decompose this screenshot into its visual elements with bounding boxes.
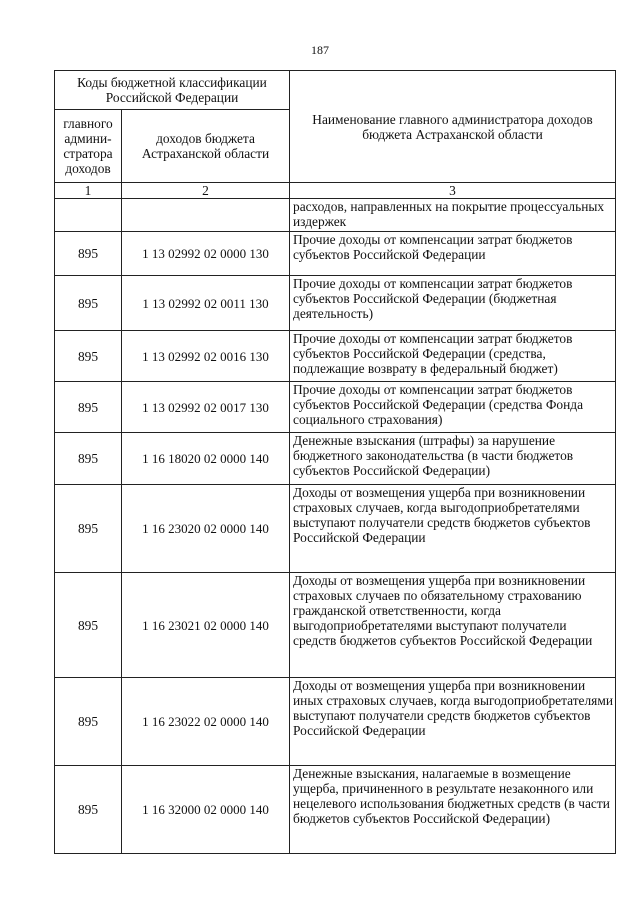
table-row — [55, 382, 616, 433]
name-cell: Доходы от возмещения ущерба при возникновении иных страховых случаев, когда выгодоприобретателями выступают получатели средств бюджетов субъектов Российской Федерации — [290, 678, 616, 766]
admin-code-cell: 895 — [55, 485, 122, 573]
column-number: 2 — [122, 183, 290, 199]
header-admin-code: главного админи-стратора доходов — [55, 110, 122, 183]
header-codes-group: Коды бюджетной классификации Российской Федерации — [55, 71, 290, 110]
table-row — [55, 199, 616, 232]
admin-code-cell: 895 — [55, 276, 122, 331]
header-admin-name: Наименование главного администратора доходов бюджета Астраханской области — [290, 71, 616, 183]
income-code-cell — [122, 199, 290, 232]
name-cell: Прочие доходы от компенсации затрат бюджетов субъектов Российской Федерации (средства, подлежащие возврату в федеральный бюджет) — [290, 331, 616, 382]
income-code-cell: 1 16 23020 02 0000 140 — [122, 485, 290, 573]
income-code-cell: 1 13 02992 02 0016 130 — [122, 331, 290, 382]
income-code-cell: 1 16 18020 02 0000 140 — [122, 433, 290, 485]
income-code-cell: 1 13 02992 02 0000 130 — [122, 232, 290, 276]
income-code-cell: 1 16 23022 02 0000 140 — [122, 678, 290, 766]
column-number: 1 — [55, 183, 122, 199]
admin-code-cell: 895 — [55, 433, 122, 485]
table-row — [55, 232, 616, 276]
income-code-cell: 1 16 23021 02 0000 140 — [122, 573, 290, 678]
admin-code-cell: 895 — [55, 678, 122, 766]
admin-code-cell: 895 — [55, 232, 122, 276]
table-row — [55, 276, 616, 331]
table-row — [55, 433, 616, 485]
income-code-cell: 1 13 02992 02 0017 130 — [122, 382, 290, 433]
admin-code-cell: 895 — [55, 573, 122, 678]
name-cell: расходов, направленных на покрытие процессуальных издержек — [290, 199, 616, 232]
income-code-cell: 1 13 02992 02 0011 130 — [122, 276, 290, 331]
name-cell: Прочие доходы от компенсации затрат бюджетов субъектов Российской Федерации — [290, 232, 616, 276]
name-cell: Прочие доходы от компенсации затрат бюджетов субъектов Российской Федерации (бюджетная деятельность) — [290, 276, 616, 331]
admin-code-cell — [55, 199, 122, 232]
name-cell: Прочие доходы от компенсации затрат бюджетов субъектов Российской Федерации (средства Фонда социального страхования) — [290, 382, 616, 433]
name-cell: Доходы от возмещения ущерба при возникновении страховых случаев, когда выгодоприобретателями выступают получатели средств бюджетов субъектов Российской Федерации — [290, 485, 616, 573]
name-cell: Денежные взыскания (штрафы) за нарушение бюджетного законодательства (в части бюджетов субъектов Российской Федерации) — [290, 433, 616, 485]
table-row — [55, 573, 616, 678]
column-number: 3 — [290, 183, 616, 199]
income-code-cell: 1 16 32000 02 0000 140 — [122, 766, 290, 854]
table-row — [55, 678, 616, 766]
admin-code-cell: 895 — [55, 766, 122, 854]
page-number: 187 — [311, 43, 329, 57]
table-row — [55, 485, 616, 573]
budget-codes-table — [54, 70, 616, 854]
name-cell: Доходы от возмещения ущерба при возникновении страховых случаев по обязательному страхованию гражданской ответственности, когда выгодоприобретателями выступают получатели средств бюджетов субъектов Российской Федерации — [290, 573, 616, 678]
name-cell: Денежные взыскания, налагаемые в возмещение ущерба, причиненного в результате незаконного или нецелевого использования бюджетных средств (в части бюджетов субъектов Российской Федерации) — [290, 766, 616, 854]
admin-code-cell: 895 — [55, 331, 122, 382]
header-income-code: доходов бюджета Астраханской области — [122, 110, 290, 183]
table-row — [55, 331, 616, 382]
table-row — [55, 766, 616, 854]
admin-code-cell: 895 — [55, 382, 122, 433]
